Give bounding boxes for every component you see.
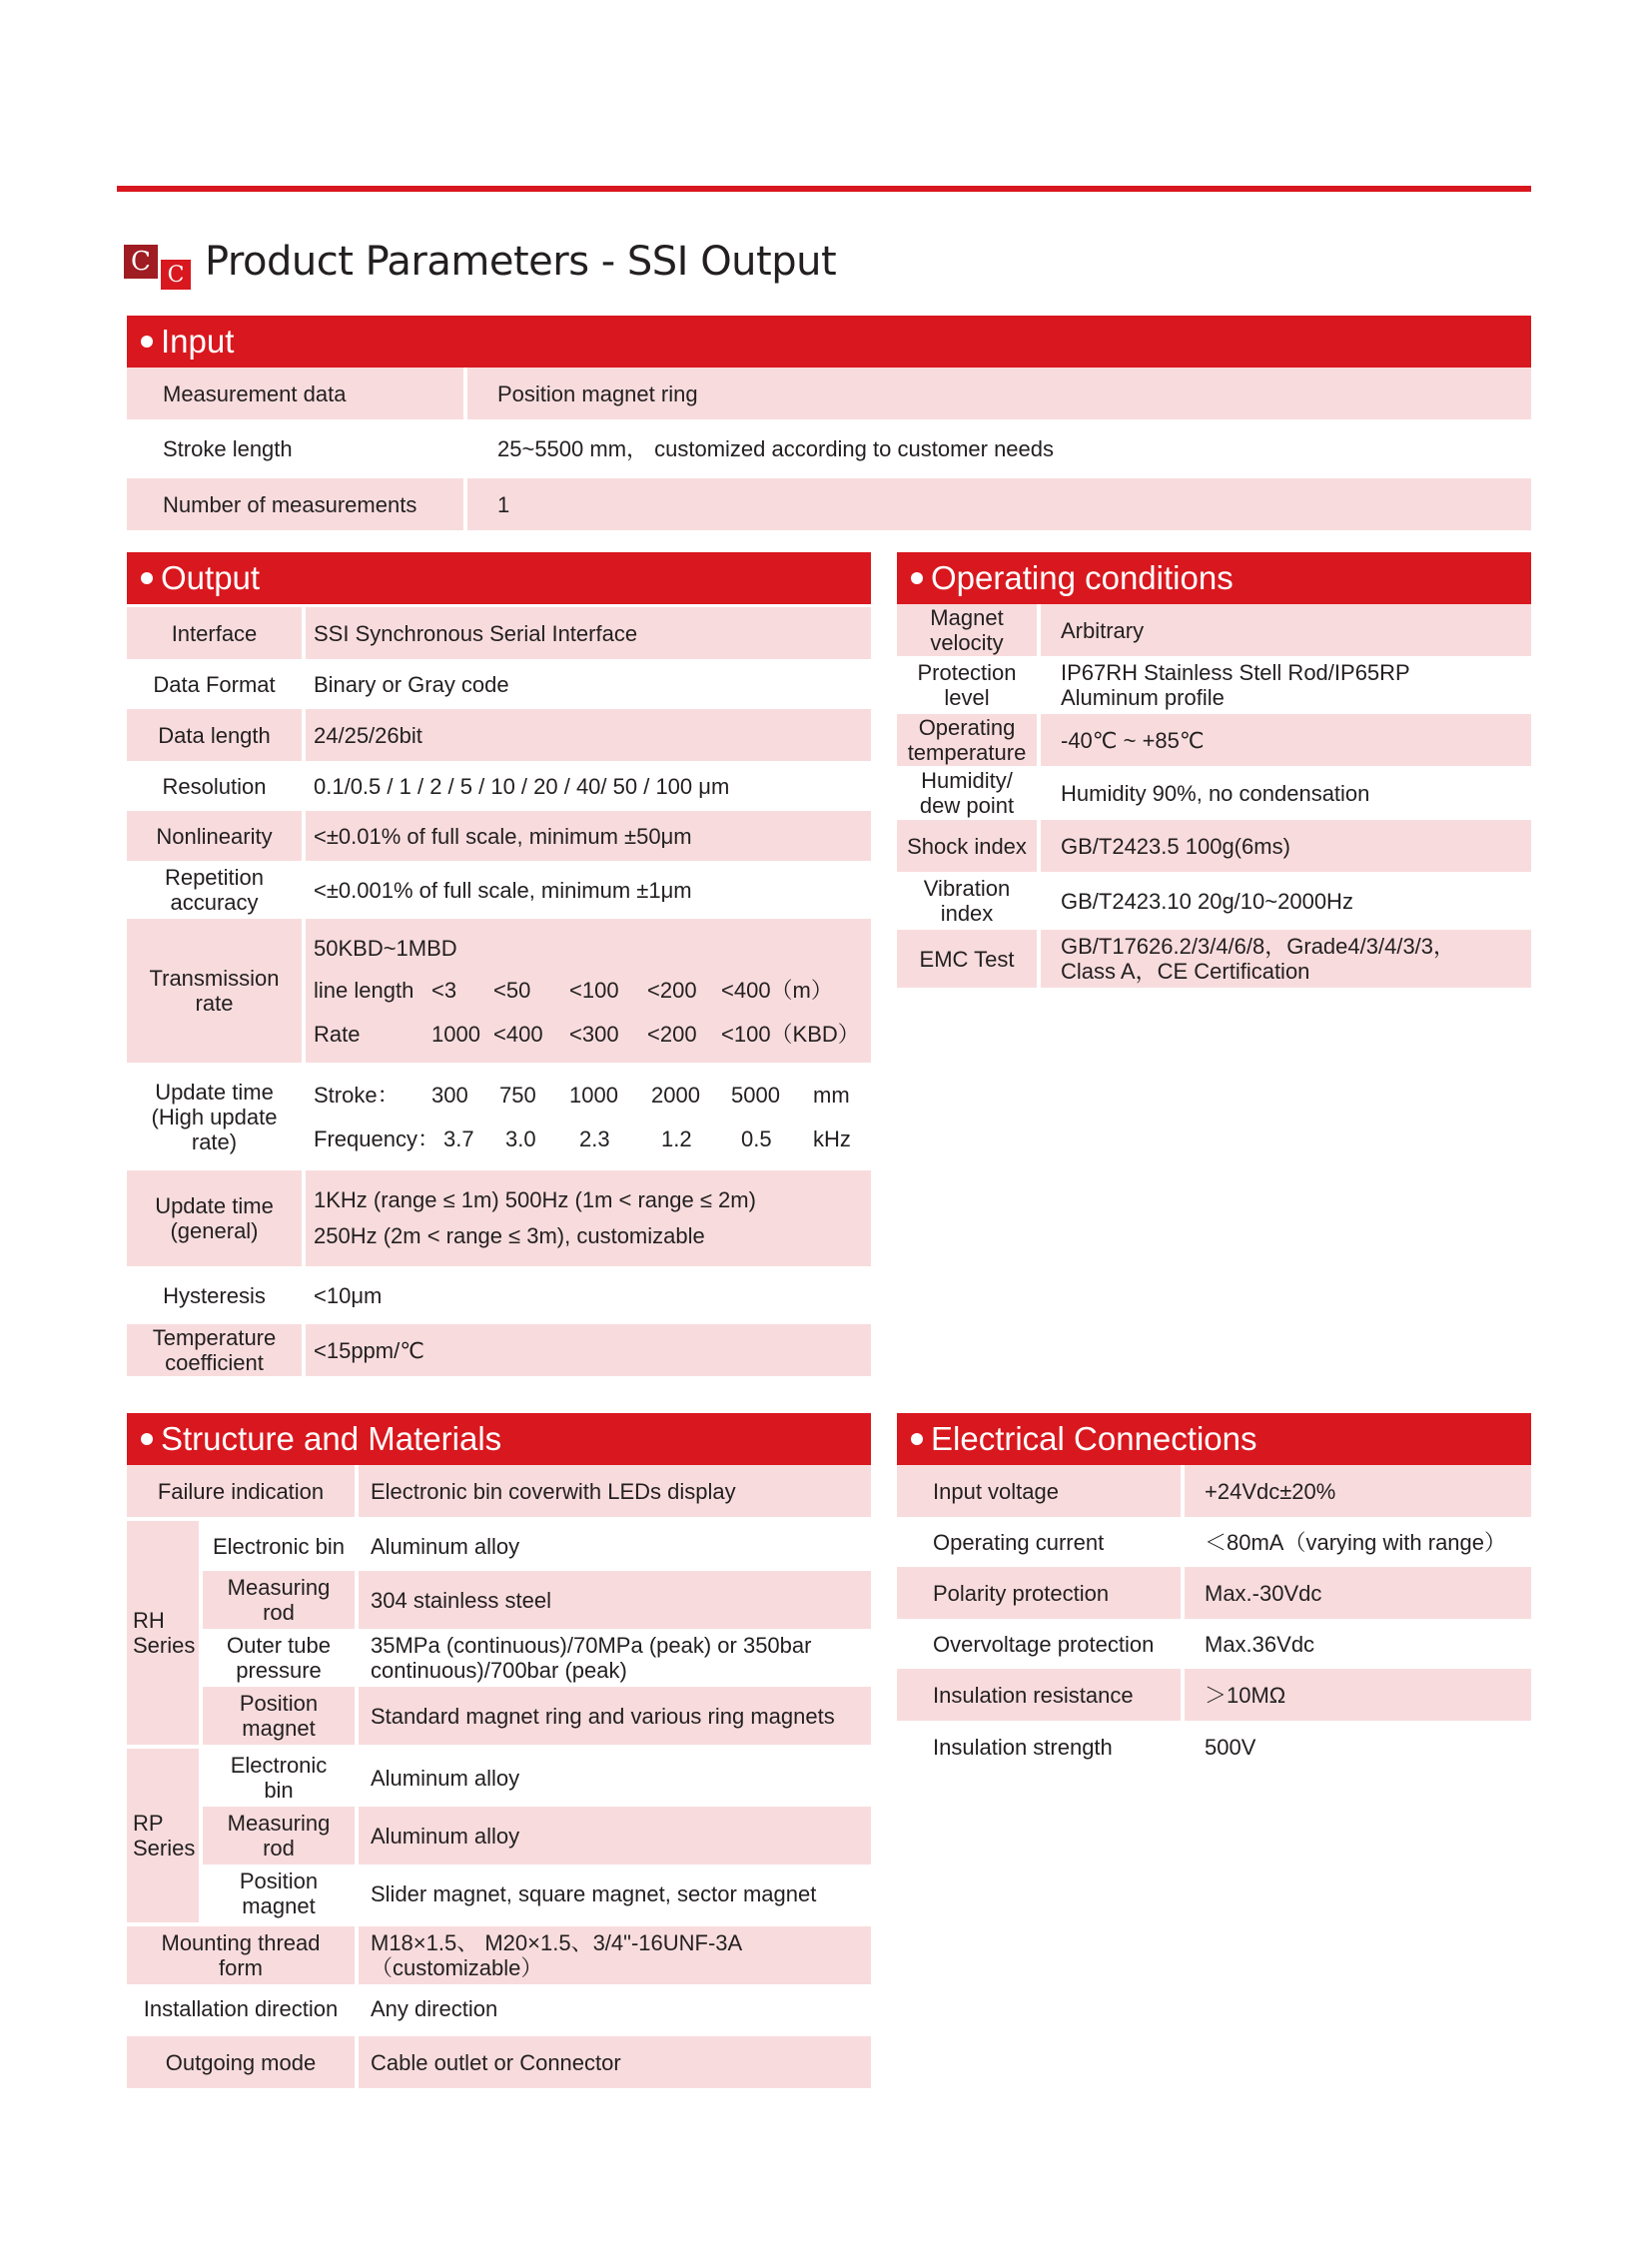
- row-label: Update time (general): [127, 1170, 302, 1266]
- row-label: Outer tube pressure: [227, 1633, 331, 1683]
- row-value: [306, 1067, 871, 1166]
- row-value: Binary or Gray code: [314, 671, 509, 697]
- bullet-icon: [141, 1433, 153, 1445]
- grid-cell: 1.2: [661, 1125, 692, 1151]
- input-row: [127, 368, 1531, 419]
- row-value: Arbitrary: [1041, 604, 1531, 656]
- row-label: EMC Test: [897, 930, 1037, 988]
- row-value: <±0.01% of full scale, minimum ±50μm: [306, 811, 871, 861]
- row-value: 35MPa (continuous)/70MPa (peak) or 350bar continuous)/700bar (peak): [371, 1633, 812, 1683]
- row-label: Shock index: [897, 820, 1037, 872]
- row-value: Max.-30Vdc: [1185, 1567, 1531, 1619]
- page-title: Product Parameters - SSI Output: [205, 239, 837, 285]
- electrical-row: [897, 1721, 1531, 1773]
- transmission-range: 50KBD~1MBD: [314, 935, 457, 961]
- row-value: Max.36Vdc: [1205, 1631, 1315, 1657]
- bullet-icon: [141, 572, 153, 584]
- output-row: [127, 1324, 871, 1376]
- row-value: Aluminum alloy: [371, 1765, 520, 1791]
- grid-cell: 2000: [651, 1082, 700, 1108]
- grid-cell: <100（KBD）: [721, 1021, 860, 1047]
- row-value: 1KHz (range ≤ 1m) 500Hz (1m < range ≤ 2m) 250Hz (2m < range ≤ 3m), customizable: [306, 1170, 871, 1266]
- rh-series-label: RH Series: [127, 1521, 199, 1745]
- structure-row: [127, 1984, 871, 2032]
- operating-row: [897, 714, 1531, 766]
- row-label: Measurement data: [127, 368, 463, 419]
- logo-c2: C: [161, 260, 191, 290]
- row-label: Protection level: [917, 660, 1017, 710]
- row-value: Any direction: [371, 1995, 498, 2021]
- row-label: Repetition accuracy: [164, 865, 265, 915]
- grid-cell: 1000: [569, 1082, 618, 1108]
- row-label: Mounting thread form: [127, 1926, 355, 1984]
- grid-cell: 300: [431, 1082, 468, 1108]
- structure-row: [203, 1629, 871, 1687]
- row-value: [306, 919, 871, 1063]
- row-label: Operating temperature: [897, 714, 1037, 766]
- row-label: Outgoing mode: [127, 2036, 355, 2088]
- row-value: +24Vdc±20%: [1185, 1465, 1531, 1517]
- bullet-icon: [911, 1433, 923, 1445]
- operating-section: [897, 552, 1531, 988]
- rp-series-label: RP Series: [127, 1749, 199, 1922]
- row-label: Interface: [127, 607, 302, 659]
- transmission-grid: [314, 969, 871, 1055]
- row-value: 25~5500 mm， customized according to customer needs: [497, 435, 1055, 461]
- grid-cell: <100: [569, 977, 619, 1003]
- row-label: Hysteresis: [163, 1282, 266, 1308]
- operating-row: [897, 930, 1531, 988]
- structure-row: [127, 2036, 871, 2088]
- row-label: Position magnet: [203, 1687, 355, 1745]
- output-row: [127, 659, 871, 709]
- grid-cell: 2.3: [579, 1125, 610, 1151]
- row-label: Nonlinearity: [127, 811, 302, 861]
- rh-series-rows: [203, 1521, 871, 1745]
- row-value: Humidity 90%, no condensation: [1061, 780, 1370, 806]
- update-grid: [314, 1074, 871, 1159]
- electrical-row: [897, 1517, 1531, 1567]
- electrical-heading: Electrical Connections: [897, 1413, 1531, 1465]
- structure-section: [127, 1413, 871, 2088]
- grid-cell: <50: [493, 977, 531, 1003]
- row-label: Installation direction: [143, 1995, 339, 2021]
- grid-cell: 750: [499, 1082, 536, 1108]
- output-section: [127, 552, 871, 1376]
- row-label: Update time (High update rate): [151, 1079, 278, 1154]
- row-label: Magnet velocity: [897, 604, 1037, 656]
- structure-row: [203, 1521, 871, 1571]
- grid-cell: <400（m）: [721, 977, 833, 1003]
- row-label: Input voltage: [897, 1465, 1181, 1517]
- grid-label: Rate: [314, 1021, 361, 1047]
- row-label: Vibration index: [923, 876, 1011, 926]
- row-value: SSI Synchronous Serial Interface: [306, 607, 871, 659]
- bullet-icon: [141, 336, 153, 348]
- row-value: M18×1.5、 M20×1.5、3/4"-16UNF-3A （customizable）: [359, 1926, 871, 1984]
- electrical-row: [897, 1669, 1531, 1721]
- input-section: [127, 316, 1531, 530]
- structure-row: [203, 1807, 871, 1865]
- grid-cell: 5000: [731, 1082, 780, 1108]
- row-value: 304 stainless steel: [359, 1571, 871, 1629]
- operating-row: [897, 820, 1531, 872]
- row-label: Electronic bin: [230, 1753, 328, 1803]
- row-value: <10μm: [314, 1282, 383, 1308]
- output-row-update-high: [127, 1067, 871, 1166]
- row-value: IP67RH Stainless Stell Rod/IP65RP Aluminum profile: [1061, 660, 1410, 710]
- row-value: <±0.001% of full scale, minimum ±1μm: [314, 877, 692, 903]
- structure-row: [127, 1465, 871, 1517]
- row-label: Insulation strength: [933, 1734, 1113, 1760]
- row-label: Stroke length: [163, 435, 293, 461]
- grid-cell: 3.7: [443, 1125, 474, 1151]
- operating-row: [897, 604, 1531, 656]
- row-label: Insulation resistance: [897, 1669, 1181, 1721]
- row-label: Electronic bin: [212, 1533, 346, 1559]
- row-label: Transmission rate: [127, 919, 302, 1063]
- grid-cell: <3: [431, 977, 457, 1003]
- grid-cell: mm: [813, 1082, 850, 1108]
- input-heading: Input: [127, 316, 1531, 368]
- row-label: Resolution: [162, 773, 267, 799]
- row-value: ＜80mA（varying with range）: [1205, 1529, 1507, 1555]
- electrical-section: [897, 1413, 1531, 1773]
- row-value: Aluminum alloy: [359, 1807, 871, 1865]
- output-row: [127, 1266, 871, 1324]
- row-label: Position magnet: [239, 1868, 319, 1918]
- row-value: 24/25/26bit: [306, 709, 871, 761]
- row-value: GB/T17626.2/3/4/6/8，Grade4/3/4/3/3， Class A，CE Certification: [1041, 930, 1531, 988]
- row-value: 500V: [1205, 1734, 1256, 1760]
- row-label: Data length: [127, 709, 302, 761]
- row-label: Measuring rod: [203, 1807, 355, 1865]
- row-label: Failure indication: [127, 1465, 355, 1517]
- row-label: Humidity/ dew point: [919, 768, 1015, 818]
- grid-label: Stroke：: [314, 1082, 400, 1108]
- grid-label: Frequency：: [314, 1125, 439, 1151]
- operating-row: [897, 656, 1531, 714]
- grid-cell: kHz: [813, 1125, 851, 1151]
- page-header: [124, 232, 836, 292]
- structure-row: [203, 1865, 871, 1922]
- row-value: Position magnet ring: [467, 368, 1531, 419]
- row-value: GB/T2423.5 100g(6ms): [1041, 820, 1531, 872]
- row-value: 1: [467, 478, 1531, 530]
- row-value: 0.1/0.5 / 1 / 2 / 5 / 10 / 20 / 40/ 50 / 100 μm: [314, 773, 730, 799]
- row-value: Aluminum alloy: [371, 1533, 520, 1559]
- structure-row: [127, 1926, 871, 1984]
- row-value: Standard magnet ring and various ring magnets: [359, 1687, 871, 1745]
- output-row: [127, 761, 871, 811]
- row-label: Data Format: [153, 671, 276, 697]
- electrical-row: [897, 1567, 1531, 1619]
- output-row: [127, 709, 871, 761]
- grid-cell: <400: [493, 1021, 543, 1047]
- grid-cell: 0.5: [741, 1125, 772, 1151]
- input-row: [127, 478, 1531, 530]
- row-label: Measuring rod: [203, 1571, 355, 1629]
- electrical-row: [897, 1619, 1531, 1669]
- rp-series-group: [127, 1749, 871, 1922]
- rp-series-rows: [203, 1749, 871, 1922]
- grid-label: line length: [314, 977, 414, 1003]
- grid-cell: <300: [569, 1021, 619, 1047]
- row-value: Cable outlet or Connector: [359, 2036, 871, 2088]
- row-value: Slider magnet, square magnet, sector magnet: [371, 1880, 817, 1906]
- input-row: [127, 422, 1531, 474]
- row-value: <15ppm/℃: [306, 1324, 871, 1376]
- rh-series-group: [127, 1521, 871, 1745]
- structure-row: [203, 1687, 871, 1745]
- row-label: Temperature coefficient: [127, 1324, 302, 1376]
- grid-cell: <200: [647, 977, 697, 1003]
- top-rule: [117, 186, 1531, 192]
- grid-cell: <200: [647, 1021, 697, 1047]
- row-label: Overvoltage protection: [933, 1631, 1155, 1657]
- output-row: [127, 861, 871, 919]
- operating-row: [897, 766, 1531, 820]
- row-value: GB/T2423.10 20g/10~2000Hz: [1061, 888, 1353, 914]
- row-value: Electronic bin coverwith LEDs display: [359, 1465, 871, 1517]
- row-label: Number of measurements: [127, 478, 463, 530]
- operating-heading: Operating conditions: [897, 552, 1531, 604]
- structure-heading: Structure and Materials: [127, 1413, 871, 1465]
- output-row: [127, 811, 871, 861]
- grid-cell: 1000: [431, 1021, 480, 1047]
- logo-c1: C: [124, 245, 158, 279]
- electrical-row: [897, 1465, 1531, 1517]
- operating-row: [897, 872, 1531, 930]
- structure-row: [203, 1571, 871, 1629]
- row-value: ＞10MΩ: [1185, 1669, 1531, 1721]
- output-row-update-general: [127, 1170, 871, 1266]
- bullet-icon: [911, 572, 923, 584]
- output-heading: Output: [127, 552, 871, 604]
- grid-cell: 3.0: [505, 1125, 536, 1151]
- output-row-transmission: [127, 919, 871, 1063]
- output-row: [127, 607, 871, 659]
- row-value: -40℃ ~ +85℃: [1041, 714, 1531, 766]
- structure-row: [203, 1749, 871, 1807]
- row-label: Operating current: [933, 1529, 1105, 1555]
- row-label: Polarity protection: [897, 1567, 1181, 1619]
